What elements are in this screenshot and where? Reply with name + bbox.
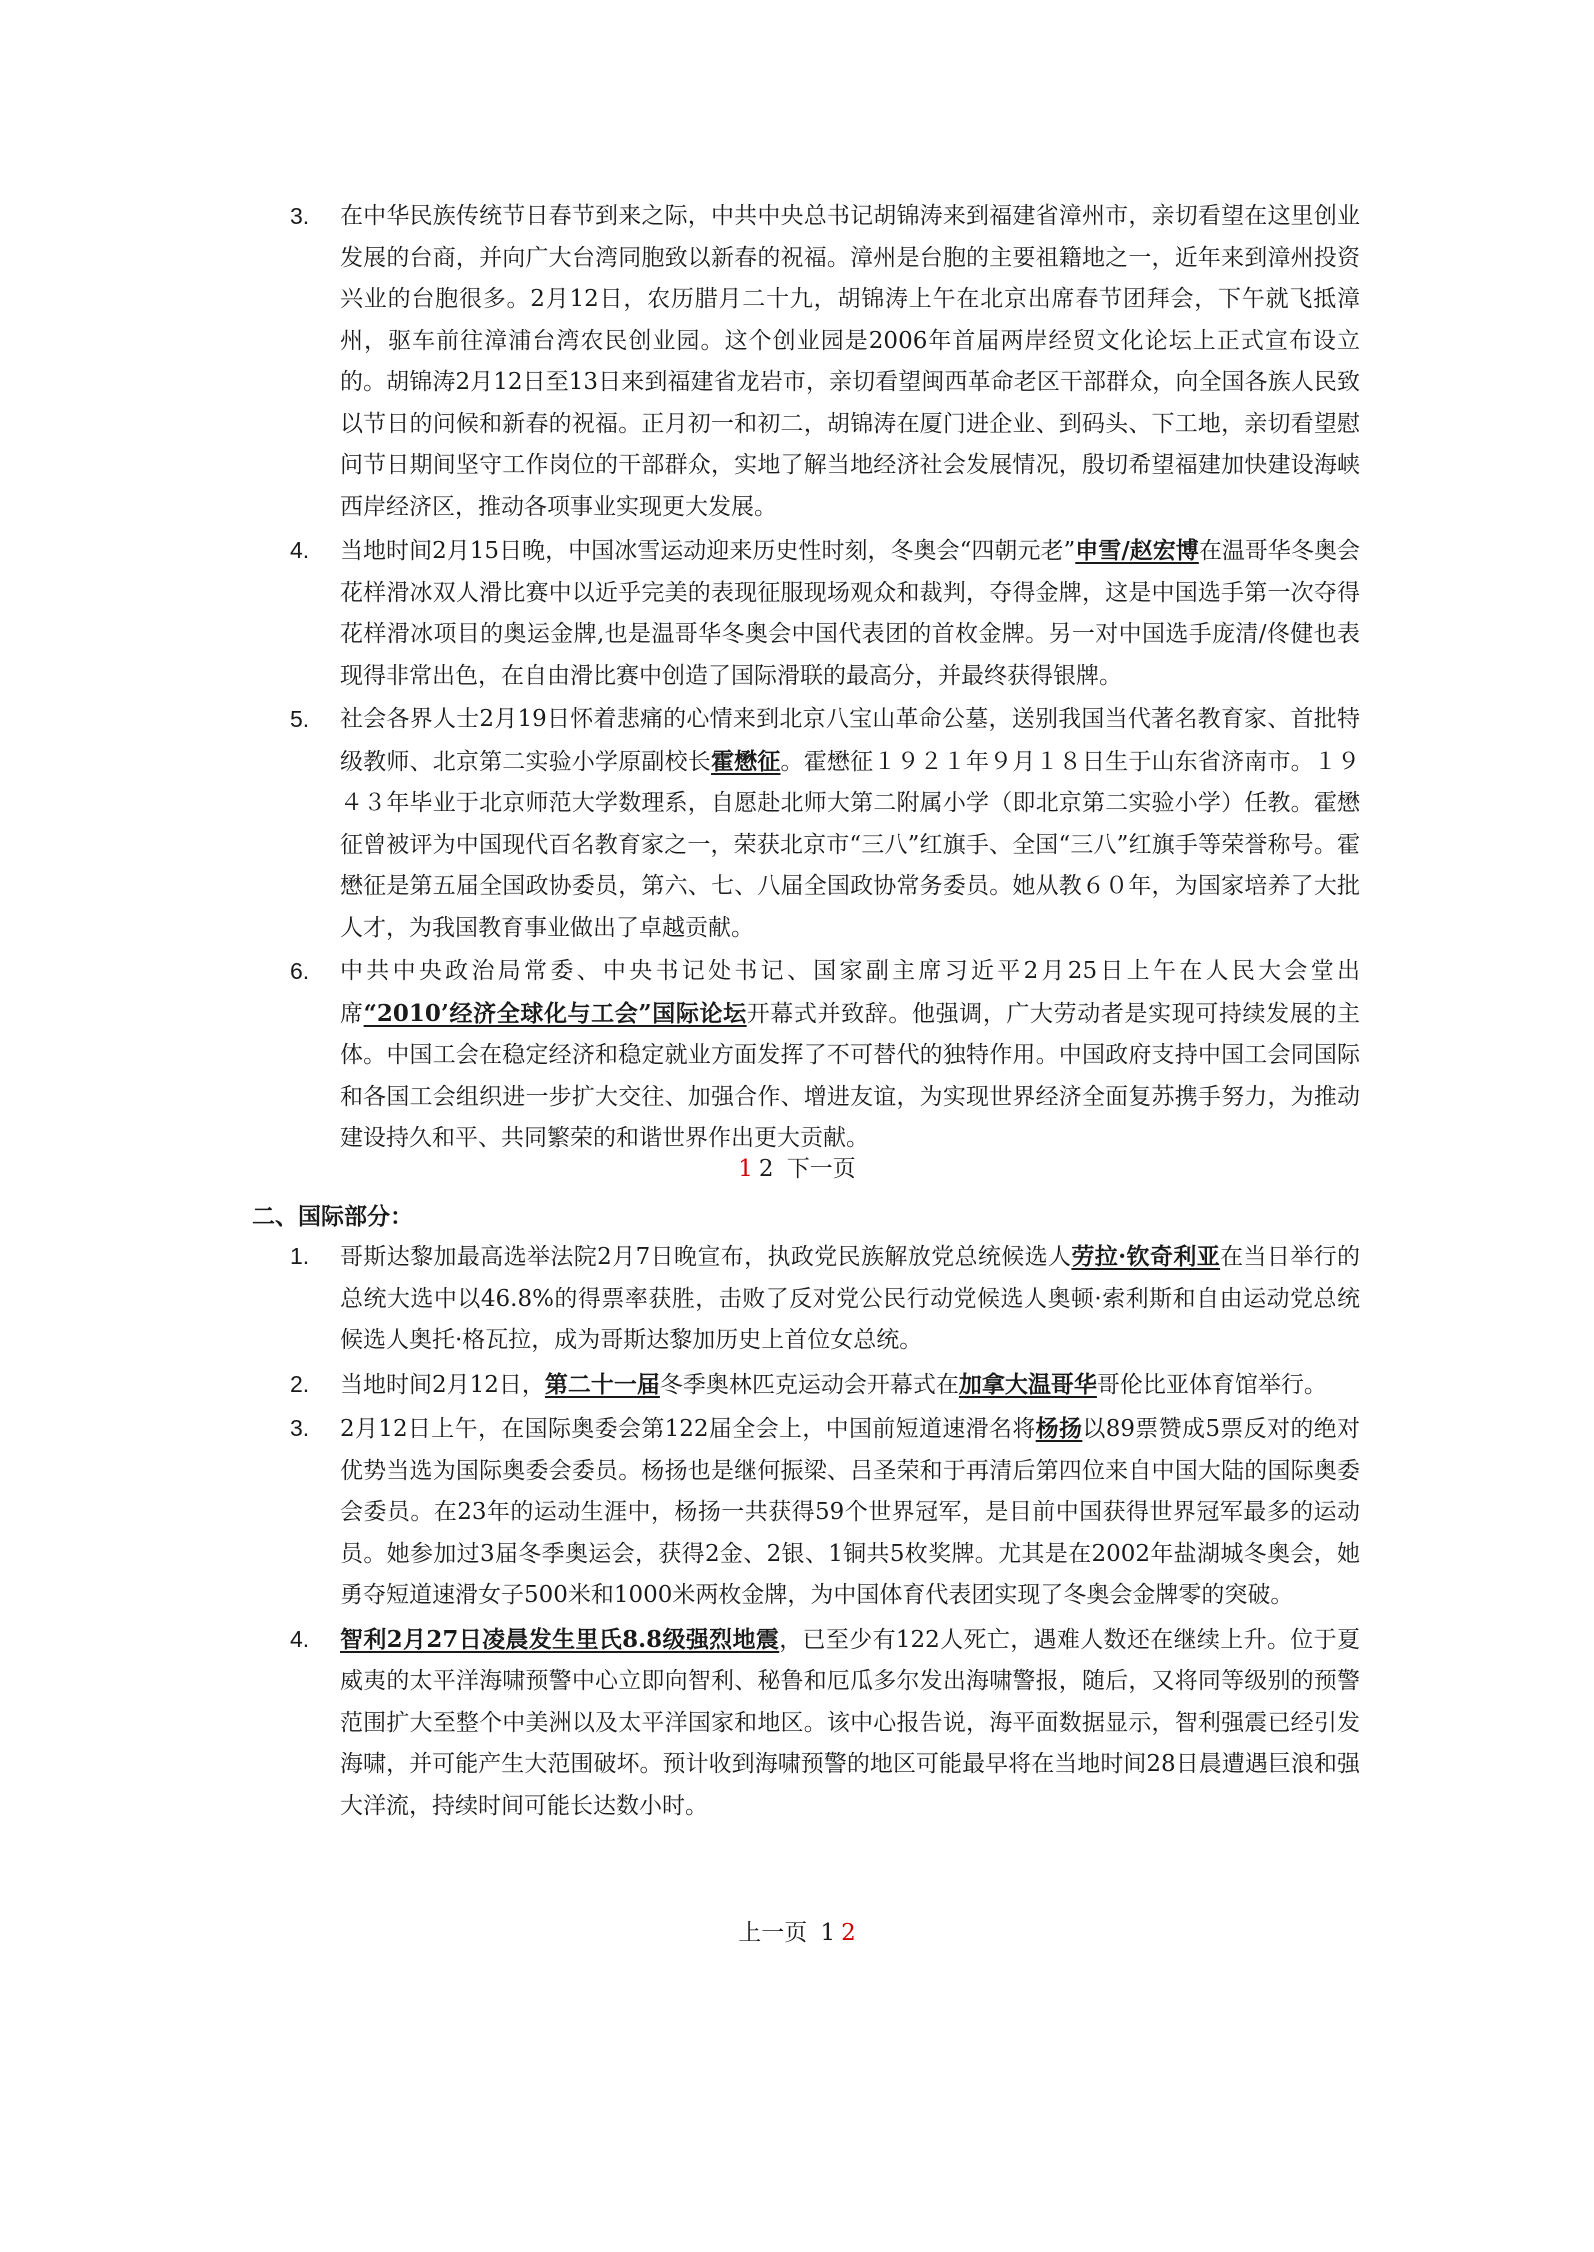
item-text: 中共中央政治局常委、中央书记处书记、国家副主席习近平2月25日上午在人民大会堂出席 [340, 958, 1360, 1027]
keyword-link[interactable]: 申雪/赵宏博 [1075, 537, 1199, 564]
keyword-link[interactable]: “2010’经济全球化与工会”国际论坛 [363, 999, 747, 1027]
page-link-1[interactable]: 1 [820, 1920, 836, 1946]
item-text: 开幕式并致辞。他强调，广大劳动者是实现可持续发展的主体。中国工会在稳定经济和稳定就业方面发挥了不可替代的独特作用。中国政府支持中国工会同国际和各国工会组织进一步扩大交往、加强合作、增进友谊，为实现世界经济全面复苏携手努力，为推动建设持久和平、共同繁荣的和谐世界作出更大贡献。 [340, 1000, 1361, 1151]
item-number: 6. [290, 958, 310, 984]
item-number: 4. [290, 1625, 310, 1652]
item-text: ，已至少有122人死亡，遇难人数还在继续上升。位于夏威夷的太平洋海啸预警中心立即向智利、秘鲁和厄瓜多尔发出海啸警报，随后，又将同等级别的预警范围扩大至整个中美洲以及太平洋国家和地区。该中心报告说，海平面数据显示，智利强震已经引发海啸，并可能产生大范围破坏。预计收到海啸预警的地区可能最早将在当地时间28日晨遭遇巨浪和强大洋流，持续时间可能长达数小时。 [340, 1626, 1360, 1819]
list-item [290, 951, 1360, 1160]
page-link-1[interactable]: 1 [738, 1156, 753, 1182]
pagination-top [0, 1150, 1594, 1183]
keyword-link[interactable]: 加拿大温哥华 [958, 1370, 1097, 1398]
item-text: 在温哥华冬奥会花样滑冰双人滑比赛中以近乎完美的表现征服现场观众和裁判，夺得金牌，这是中国选手第一次夺得花样滑冰项目的奥运金牌,也是温哥华冬奥会中国代表团的首枚金牌。另一对中国选手庞清/佟健也表现得非常出色，在自由滑比赛中创造了国际滑联的最高分，并最终获得银牌。 [340, 538, 1361, 689]
list-item [290, 1364, 1360, 1407]
item-text: 哥伦比亚体育馆举行。 [1096, 1371, 1327, 1398]
prev-page-link[interactable]: 上一页 [738, 1920, 808, 1946]
item-text: 2月12日上午，在国际奥委会第122届全会上，中国前短道速滑名将 [340, 1416, 1036, 1442]
item-text: 社会各界人士2月19日怀着悲痛的心情来到北京八宝山革命公墓，送别我国当代著名教育家、首批特级教师、北京第二实验小学原副校长 [340, 706, 1360, 775]
pagination-bottom [0, 1914, 1594, 1947]
list-item [290, 1619, 1360, 1828]
keyword-link[interactable]: 霍懋征 [710, 747, 781, 775]
list-item [290, 196, 1360, 528]
item-text: 当地时间2月12日， [340, 1371, 545, 1398]
list-item [290, 1236, 1360, 1362]
section-title-international: 二、国际部分： [252, 1203, 413, 1230]
keyword-link[interactable]: 杨扬 [1035, 1415, 1083, 1442]
keyword-link[interactable]: 智利2月27日凌晨发生里氏8.8级强烈地震 [340, 1625, 780, 1653]
item-number: 2. [290, 1370, 310, 1397]
page-link-2[interactable]: 2 [758, 1156, 774, 1182]
keyword-link[interactable]: 第二十一届 [544, 1370, 660, 1398]
item-text: 冬季奥林匹克运动会开幕式在 [659, 1371, 959, 1398]
item-number: 3. [290, 203, 310, 229]
item-text: 在中华民族传统节日春节到来之际，中共中央总书记胡锦涛来到福建省漳州市，亲切看望在这里创业发展的台商，并向广大台湾同胞致以新春的祝福。漳州是台胞的主要祖籍地之一，近年来到漳州投资兴业的台胞很多。2月12日，农历腊月二十九，胡锦涛上午在北京出席春节团拜会，下午就飞抵漳州，驱车前往漳浦台湾农民创业园。这个创业园是2006年首届两岸经贸文化论坛上正式宣布设立的。胡锦涛2月12日至13日来到福建省龙岩市，亲切看望闽西革命老区干部群众，向全国各族人民致以节日的问候和新春的祝福。正月初一和初二，胡锦涛在厦门进企业、到码头、下工地，亲切看望慰问节日期间坚守工作岗位的干部群众，实地了解当地经济社会发展情况，殷切希望福建加快建设海峡西岸经济区，推动各项事业实现更大发展。 [340, 203, 1360, 520]
international-news-list [290, 1236, 1360, 1829]
next-page-link[interactable]: 下一页 [786, 1156, 856, 1182]
page-link-2[interactable]: 2 [841, 1920, 856, 1946]
domestic-news-list [290, 196, 1360, 1162]
item-text: 哥斯达黎加最高选举法院2月7日晚宣布，执政党民族解放党总统候选人 [340, 1244, 1072, 1270]
item-number: 4. [290, 537, 310, 563]
list-item [290, 699, 1360, 949]
item-text: 以89票赞成5票反对的绝对优势当选为国际奥委会委员。杨扬也是继何振梁、吕圣荣和于再清后第四位来自中国大陆的国际奥委会委员。在23年的运动生涯中，杨扬一共获得59个世界冠军，是目前中国获得世界冠军最多的运动员。她参加过3届冬季奥运会，获得2金、2银、1铜共5枚奖牌。尤其是在2002年盐湖城冬奥会，她勇夺短道速滑女子500米和1000米两枚金牌，为中国体育代表团实现了冬奥会金牌零的突破。 [340, 1416, 1360, 1608]
item-number: 5. [290, 706, 310, 732]
list-item [290, 1408, 1360, 1617]
item-number: 1. [290, 1243, 310, 1269]
list-item [290, 530, 1360, 697]
item-text: 当地时间2月15日晚，中国冰雪运动迎来历史性时刻，冬奥会“四朝元老” [340, 538, 1076, 564]
keyword-link[interactable]: 劳拉·钦奇利亚 [1071, 1243, 1221, 1270]
item-text: 在当日举行的总统大选中以46.8%的得票率获胜，击败了反对党公民行动党候选人奥顿·索利斯和自由运动党总统候选人奥托·格瓦拉，成为哥斯达黎加历史上首位女总统。 [340, 1244, 1360, 1353]
item-text: 。霍懋征１９２１年９月１８日生于山东省济南市。１９４３年毕业于北京师范大学数理系，自愿赴北师大第二附属小学（即北京第二实验小学）任教。霍懋征曾被评为中国现代百名教育家之一，荣获北京市“三八”红旗手、全国“三八”红旗手等荣誉称号。霍懋征是第五届全国政协委员，第六、七、八届全国政协常务委员。她从教６０年，为国家培养了大批人才，为我国教育事业做出了卓越贡献。 [340, 748, 1361, 941]
item-number: 3. [290, 1415, 310, 1441]
